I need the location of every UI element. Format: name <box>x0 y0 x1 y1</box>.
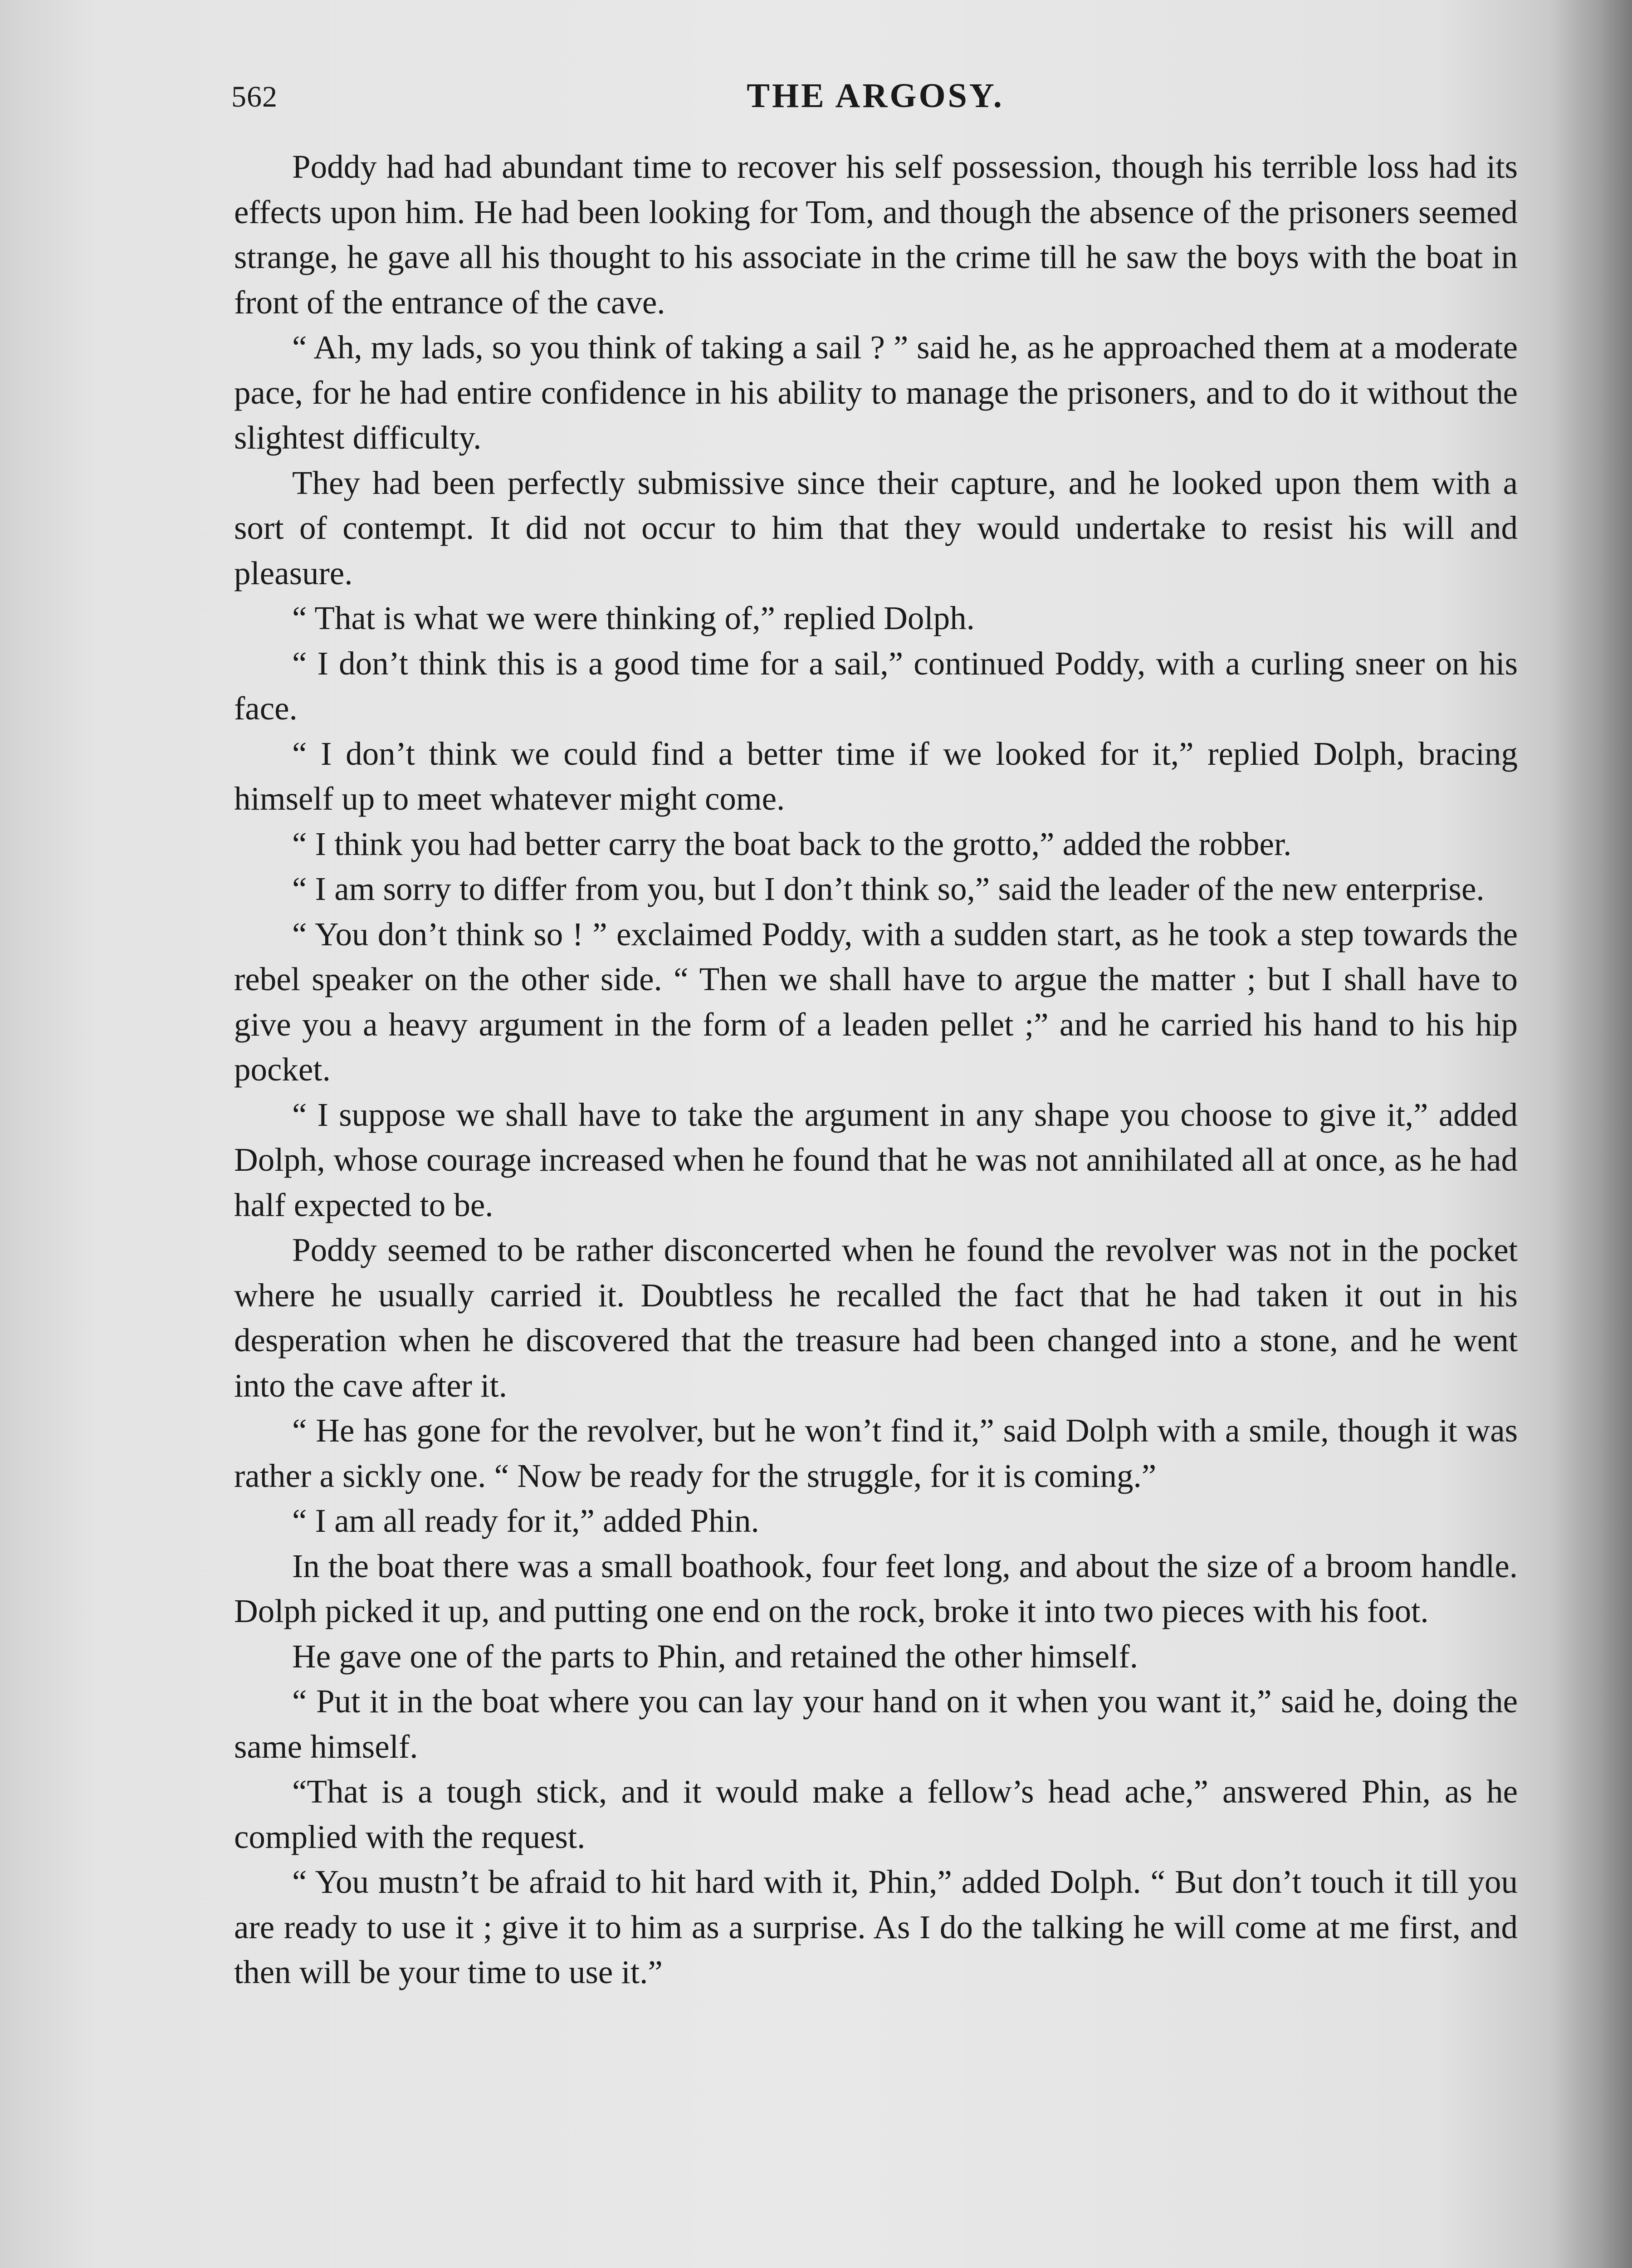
page-number: 562 <box>231 80 278 113</box>
paragraph: They had been perfectly submissive since their capture, and he looked upon them with a sort of contempt. It did not occur to him that they would undertake to resist his will and pleasure. <box>234 464 1518 591</box>
paragraph: “ Put it in the boat where you can lay your hand on it when you want it,” said he, doing the same himself. <box>234 1683 1518 1765</box>
paragraph: “ That is what we were thinking of,” replied Dolph. <box>292 600 975 636</box>
paragraph: Poddy had had abundant time to recover his self possession, though his terrible loss had its effects upon him. He had been looking for Tom, and though the absence of the prisoners seemed strange, he gave all his thought to his associate in the crime till he saw the boys with the boat in front of the entrance of the cave. <box>234 148 1518 321</box>
page-edge-shadow <box>1550 0 1632 2268</box>
story-text <box>234 144 1518 1995</box>
paragraph: “ I don’t think this is a good time for a sail,” continued Poddy, with a curling sneer on his face. <box>234 645 1518 727</box>
paragraph: “ I am sorry to differ from you, but I don’t think so,” said the leader of the new enterprise. <box>292 870 1485 907</box>
paragraph: He gave one of the parts to Phin, and retained the other himself. <box>292 1637 1138 1675</box>
paragraph: “ I am all ready for it,” added Phin. <box>292 1502 759 1539</box>
paragraph: “ He has gone for the revolver, but he won’t find it,” said Dolph with a smile, though it was rather a sickly one. “ Now be ready for the struggle, for it is coming.” <box>234 1412 1518 1494</box>
paragraph: “ You don’t think so ! ” exclaimed Poddy, with a sudden start, as he took a step towards the rebel speaker on the other side. “ Then we shall have to argue the matter ; but I shall have to give you a heavy argument in the form of a leaden pellet ;” and he carried his hand to his hip pocket. <box>234 915 1518 1088</box>
running-head <box>231 76 1520 122</box>
paragraph: Poddy seemed to be rather disconcerted when he found the revolver was not in the pocket where he usually carried it. Doubtless he recalled the fact that he had taken it out in his desperation when he discovered that the treasure had been changed into a stone, and he went into the cave after it. <box>234 1232 1518 1404</box>
paragraph: “ I don’t think we could find a better time if we looked for it,” replied Dolph, bracing himself up to meet whatever might come. <box>234 735 1518 817</box>
paragraph: “That is a tough stick, and it would make a fellow’s head ache,” answered Phin, as he complied with the request. <box>234 1773 1518 1855</box>
paragraph: “ You mustn’t be afraid to hit hard with it, Phin,” added Dolph. “ But don’t touch it till you are ready to use it ; give it to him as a surprise. As I do the talking he will come at me first, and then will be your time to use it.” <box>234 1863 1518 1990</box>
journal-title: THE ARGOSY. <box>747 77 1004 115</box>
paragraph: “ I suppose we shall have to take the argument in any shape you choose to give it,” added Dolph, whose courage increased when he found that he was not annihilated all at once, as he had half expected to be. <box>234 1096 1518 1223</box>
paragraph: In the boat there was a small boathook, four feet long, and about the size of a broom handle. Dolph picked it up, and putting one end on the rock, broke it into two pieces with his foot. <box>234 1547 1518 1629</box>
paragraph: “ Ah, my lads, so you think of taking a sail ? ” said he, as he approached them at a moderate pace, for he had entire confidence in his ability to manage the prisoners, and to do it without the slightest difficulty. <box>234 329 1518 456</box>
paragraph: “ I think you had better carry the boat back to the grotto,” added the robber. <box>292 825 1292 862</box>
